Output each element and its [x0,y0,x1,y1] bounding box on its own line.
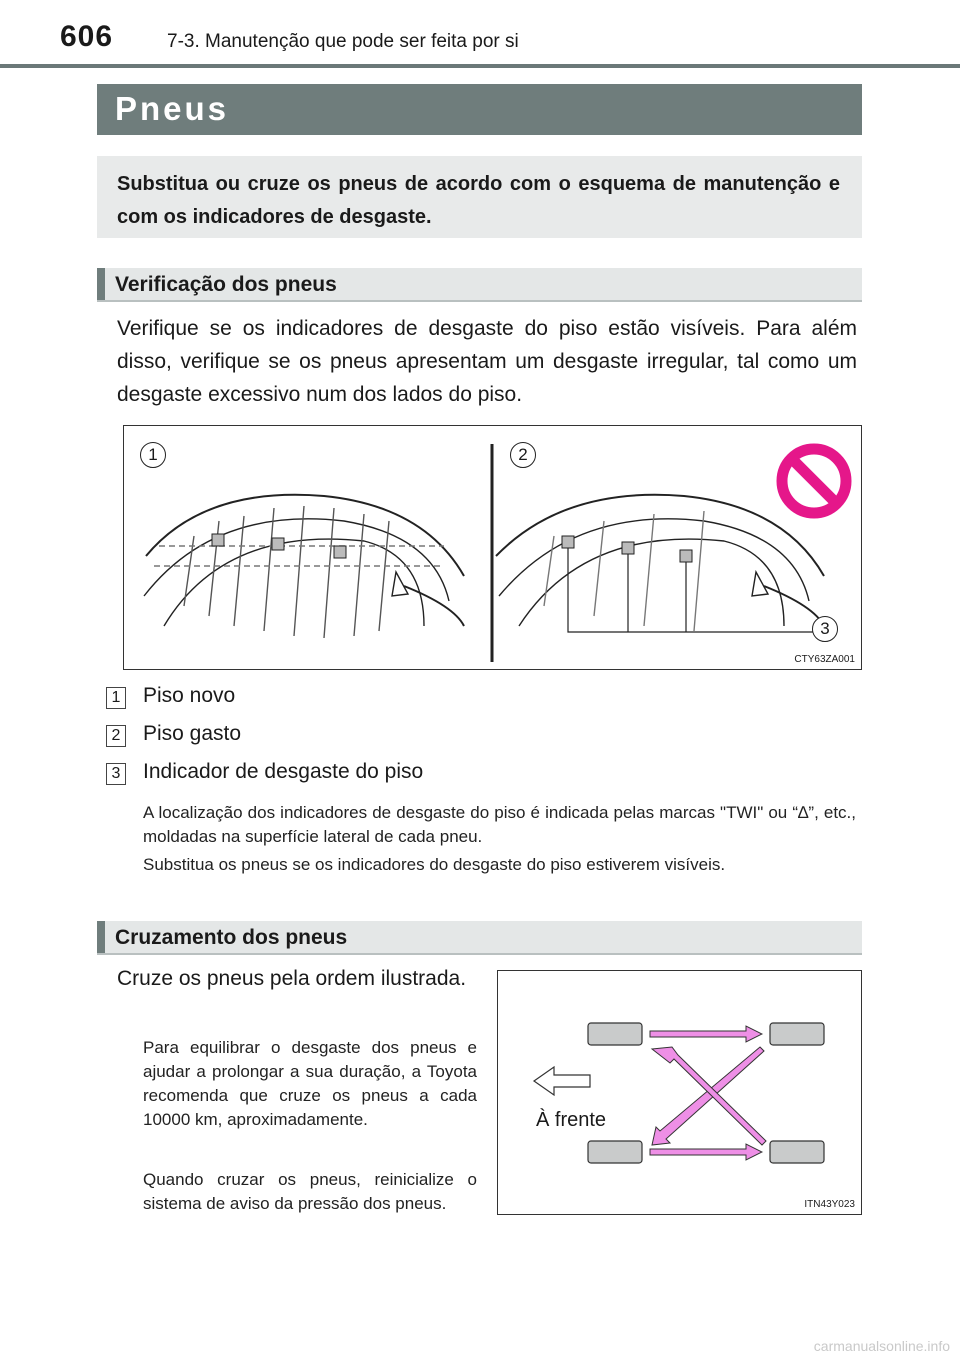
legend-badge-1: 1 [106,687,126,709]
watermark: carmanualsonline.info [813,1338,950,1354]
rotation-paragraph: Cruze os pneus pela ordem ilustrada. [117,967,467,990]
intro-text: Substitua ou cruze os pneus de acordo com o esquema de manutenção e com os indicadores de desgaste. [117,173,840,228]
callout-1: 1 [140,442,166,468]
section-heading-verification [97,268,862,302]
section-bar [97,268,105,300]
tpms-reset-note: Quando cruzar os pneus, reinicialize o sistema de aviso da pressão dos pneus. [143,1170,477,1213]
page-title: Pneus [115,90,230,127]
callout-2: 2 [510,442,536,468]
replace-tires-note: Substitua os pneus se os indicadores do desgaste do piso estiverem visíveis. [143,855,726,874]
wear-indicator-note: A localização dos indicadores de desgaste do piso é indicada pelas marcas "TWI" ou “∆”, etc., moldadas na superfície lateral de cada pneu. [143,803,856,846]
legend-badge-3: 3 [106,763,126,785]
legend-label-2: Piso gasto [143,722,242,745]
title-bar [97,84,862,135]
tire-illustration [124,426,860,668]
header-rule [0,64,960,68]
legend-label-3: Indicador de desgaste do piso [143,760,424,783]
tire-wear-figure [123,425,862,670]
figure-code: ITN43Y023 [804,1199,855,1210]
rotation-diagram [498,971,860,1213]
verification-paragraph: Verifique se os indicadores de desgaste do piso estão visíveis. Para além disso, verifique se os pneus apresentam um desgaste irregular, tal como um desgaste excessivo num dos lados do piso. [117,317,857,406]
page-number: 606 [60,20,114,53]
rear-left-tire [588,1141,642,1163]
forward-label: À frente [536,1109,607,1131]
legend-badge-2: 2 [106,725,126,747]
rotation-arrows [650,1026,766,1160]
figure-code: CTY63ZA001 [794,654,855,665]
callout-3: 3 [812,616,838,642]
front-right-tire [770,1023,824,1045]
intro-box [97,156,862,238]
rear-right-tire [770,1141,824,1163]
chapter-title: 7-3. Manutenção que pode ser feita por si [167,31,519,52]
section-heading-text: Cruzamento dos pneus [115,926,348,949]
section-bar [97,921,105,953]
rotation-interval-note: Para equilibrar o desgaste dos pneus e ajudar a prolongar a sua duração, a Toyota recomenda que cruze os pneus a cada 10000 km, aproximadamente. [143,1038,477,1129]
legend-label-1: Piso novo [143,684,236,707]
front-left-tire [588,1023,642,1045]
prohibition-icon [782,449,846,513]
section-heading-rotation [97,921,862,955]
section-heading-text: Verificação dos pneus [115,273,337,296]
forward-arrow-icon [534,1067,590,1095]
tire-rotation-figure [497,970,862,1215]
